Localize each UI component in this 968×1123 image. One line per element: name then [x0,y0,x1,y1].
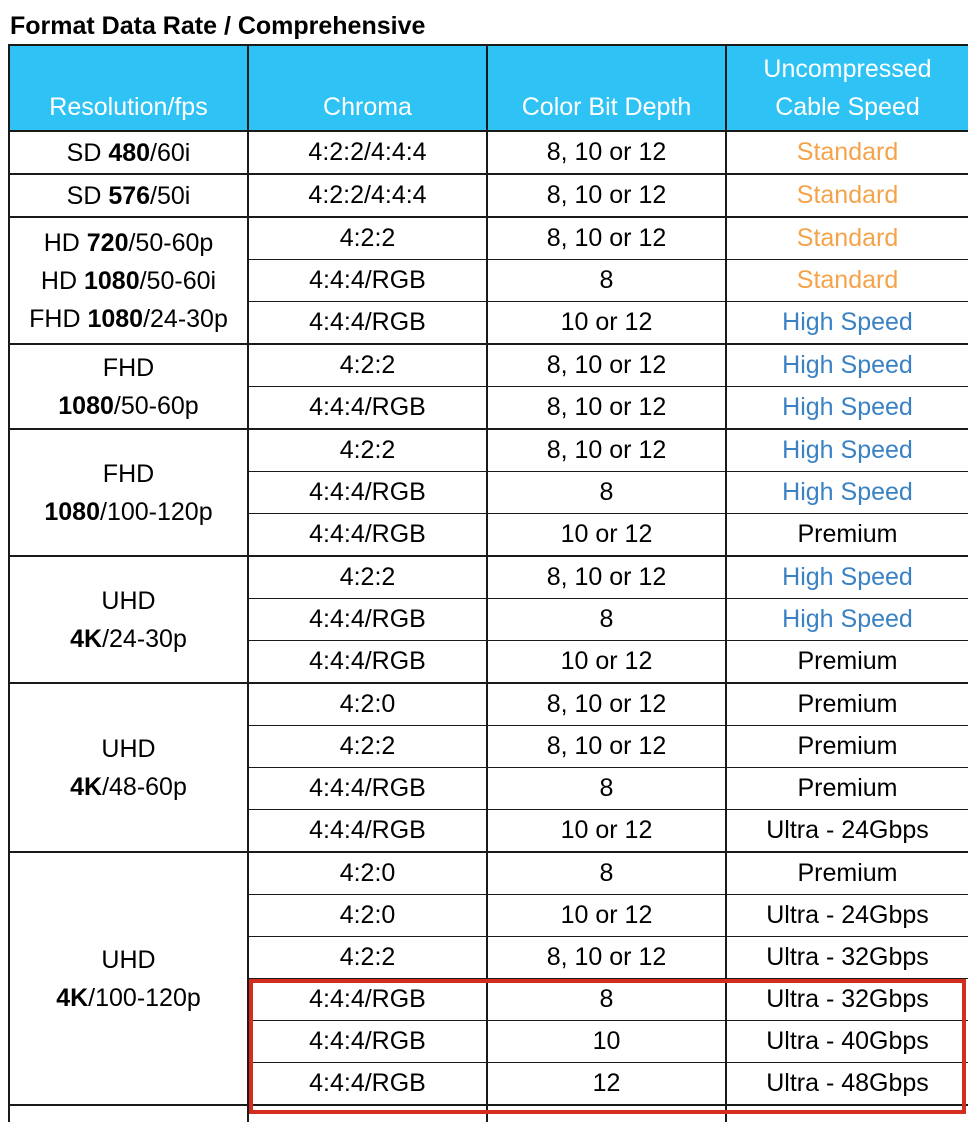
chroma-cell: 4:2:2 [248,429,487,472]
cable-speed-cell: Standard [726,260,968,302]
resolution-line [10,349,247,387]
resolution-prefix: FHD [29,304,88,333]
page-title: Format Data Rate / Comprehensive [10,12,426,40]
chroma-cell: 4:4:4/RGB [248,768,487,810]
cable-speed-cell: Ultra - 24Gbps [726,895,968,937]
color-bit-depth-cell: 8, 10 or 12 [487,387,726,430]
resolution-line [10,582,247,620]
cable-speed-cell: High Speed [726,344,968,387]
color-bit-depth-cell: 8, 10 or 12 [487,556,726,599]
color-bit-depth-cell: 10 or 12 [487,810,726,853]
empty-cell [9,1105,248,1122]
cable-speed-cell: Standard [726,131,968,174]
resolution-line [10,224,247,262]
color-bit-depth-cell: 8 [487,979,726,1021]
color-bit-depth-cell: 10 or 12 [487,641,726,684]
color-bit-depth-cell: 8 [487,599,726,641]
chroma-cell: 4:2:2 [248,937,487,979]
resolution-cell [9,429,248,556]
resolution-prefix: HD [43,228,87,257]
color-bit-depth-cell: 8, 10 or 12 [487,174,726,217]
table-row [9,429,968,472]
resolution-cell [9,174,248,217]
format-data-rate-table [8,44,968,1122]
color-bit-depth-cell: 10 or 12 [487,895,726,937]
header-color-bit-depth: Color Bit Depth [487,45,726,131]
resolution-line [10,941,247,979]
chroma-cell: 4:4:4/RGB [248,302,487,345]
chroma-cell: 4:2:0 [248,895,487,937]
cable-speed-cell: High Speed [726,302,968,345]
color-bit-depth-cell: 10 or 12 [487,302,726,345]
empty-cell [248,1105,487,1122]
resolution-line [10,730,247,768]
resolution-prefix: UHD [101,586,156,615]
resolution-bold: 480 [108,138,151,167]
cable-speed-cell: Premium [726,768,968,810]
resolution-prefix: HD [40,266,84,295]
chroma-cell: 4:4:4/RGB [248,810,487,853]
color-bit-depth-cell: 10 or 12 [487,514,726,557]
header-row [9,45,968,131]
resolution-suffix: /24-30p [102,624,187,653]
table-row [9,852,968,895]
chroma-cell: 4:4:4/RGB [248,641,487,684]
empty-cell [487,1105,726,1122]
cable-speed-cell: High Speed [726,599,968,641]
resolution-prefix: FHD [102,459,155,488]
cable-speed-cell: Ultra - 24Gbps [726,810,968,853]
color-bit-depth-cell: 8 [487,260,726,302]
resolution-line [10,979,247,1017]
header-cable-speed-line1: Uncompressed [763,55,932,83]
color-bit-depth-cell: 10 [487,1021,726,1063]
resolution-suffix: /100-120p [88,983,201,1012]
resolution-bold: 576 [108,181,151,210]
cable-speed-cell: High Speed [726,429,968,472]
table-row [9,683,968,726]
table-row-partial [9,1105,968,1122]
header-resolution: Resolution/fps [9,45,248,131]
cable-speed-cell: Standard [726,217,968,260]
resolution-line [10,262,247,300]
resolution-suffix: /100-120p [100,497,213,526]
resolution-cell [9,683,248,852]
cable-speed-cell: High Speed [726,387,968,430]
resolution-bold: 4K [70,624,103,653]
resolution-line [10,493,247,531]
resolution-cell [9,344,248,429]
table-row [9,174,968,217]
cable-speed-cell: Ultra - 48Gbps [726,1063,968,1106]
resolution-prefix: SD [66,138,109,167]
resolution-cell [9,852,248,1105]
resolution-bold: 4K [70,772,103,801]
resolution-suffix: /48-60p [102,772,187,801]
header-cable-speed [726,45,968,131]
chroma-cell: 4:4:4/RGB [248,514,487,557]
cable-speed-cell: Ultra - 32Gbps [726,979,968,1021]
color-bit-depth-cell: 8, 10 or 12 [487,726,726,768]
table-row [9,556,968,599]
chroma-cell: 4:2:2/4:4:4 [248,131,487,174]
chroma-cell: 4:2:2 [248,726,487,768]
cable-speed-cell: Premium [726,683,968,726]
color-bit-depth-cell: 8 [487,852,726,895]
chroma-cell: 4:4:4/RGB [248,387,487,430]
chroma-cell: 4:2:0 [248,852,487,895]
resolution-line [10,620,247,658]
chroma-cell: 4:2:2 [248,344,487,387]
resolution-suffix: /24-30p [143,304,228,333]
resolution-line [10,134,247,172]
resolution-suffix: /50-60i [139,266,217,295]
cable-speed-cell: Ultra - 40Gbps [726,1021,968,1063]
resolution-prefix: FHD [102,353,155,382]
color-bit-depth-cell: 8, 10 or 12 [487,683,726,726]
resolution-line [10,387,247,425]
resolution-prefix: UHD [101,945,156,974]
color-bit-depth-cell: 8, 10 or 12 [487,429,726,472]
resolution-line [10,455,247,493]
resolution-prefix: SD [66,181,109,210]
resolution-bold: 1080 [58,391,114,420]
chroma-cell: 4:2:2/4:4:4 [248,174,487,217]
cable-speed-cell: Premium [726,514,968,557]
color-bit-depth-cell: 8, 10 or 12 [487,937,726,979]
color-bit-depth-cell: 8 [487,768,726,810]
color-bit-depth-cell: 8, 10 or 12 [487,344,726,387]
table-body [9,131,968,1122]
chroma-cell: 4:4:4/RGB [248,1021,487,1063]
chroma-cell: 4:2:0 [248,683,487,726]
color-bit-depth-cell: 8, 10 or 12 [487,217,726,260]
chroma-cell: 4:4:4/RGB [248,979,487,1021]
cable-speed-cell: High Speed [726,472,968,514]
chroma-cell: 4:4:4/RGB [248,1063,487,1106]
resolution-line [10,177,247,215]
resolution-prefix: UHD [101,734,156,763]
resolution-bold: 4K [56,983,89,1012]
cable-speed-cell: Premium [726,726,968,768]
table-row [9,131,968,174]
resolution-cell [9,131,248,174]
cable-speed-cell: Premium [726,852,968,895]
resolution-suffix: /50i [150,181,191,210]
resolution-suffix: /50-60p [128,228,214,257]
chroma-cell: 4:2:2 [248,556,487,599]
chroma-cell: 4:2:2 [248,217,487,260]
resolution-suffix: /60i [150,138,191,167]
resolution-bold: 720 [86,228,129,257]
chroma-cell: 4:4:4/RGB [248,599,487,641]
resolution-line [10,300,247,338]
resolution-suffix: /50-60p [113,391,199,420]
cable-speed-cell: Ultra - 32Gbps [726,937,968,979]
chroma-cell: 4:4:4/RGB [248,260,487,302]
color-bit-depth-cell: 8, 10 or 12 [487,131,726,174]
resolution-bold: 1080 [87,304,144,333]
header-cable-speed-line2: Cable Speed [775,93,920,121]
resolution-cell [9,217,248,344]
resolution-line [10,768,247,806]
table-row [9,217,968,260]
color-bit-depth-cell: 12 [487,1063,726,1106]
table-row [9,344,968,387]
color-bit-depth-cell: 8 [487,472,726,514]
cable-speed-cell: High Speed [726,556,968,599]
cable-speed-cell: Standard [726,174,968,217]
chroma-cell: 4:4:4/RGB [248,472,487,514]
header-chroma: Chroma [248,45,487,131]
resolution-bold: 1080 [83,266,140,295]
cable-speed-cell: Premium [726,641,968,684]
resolution-bold: 1080 [44,497,100,526]
table-header [9,45,968,131]
empty-cell [726,1105,968,1122]
resolution-cell [9,556,248,683]
